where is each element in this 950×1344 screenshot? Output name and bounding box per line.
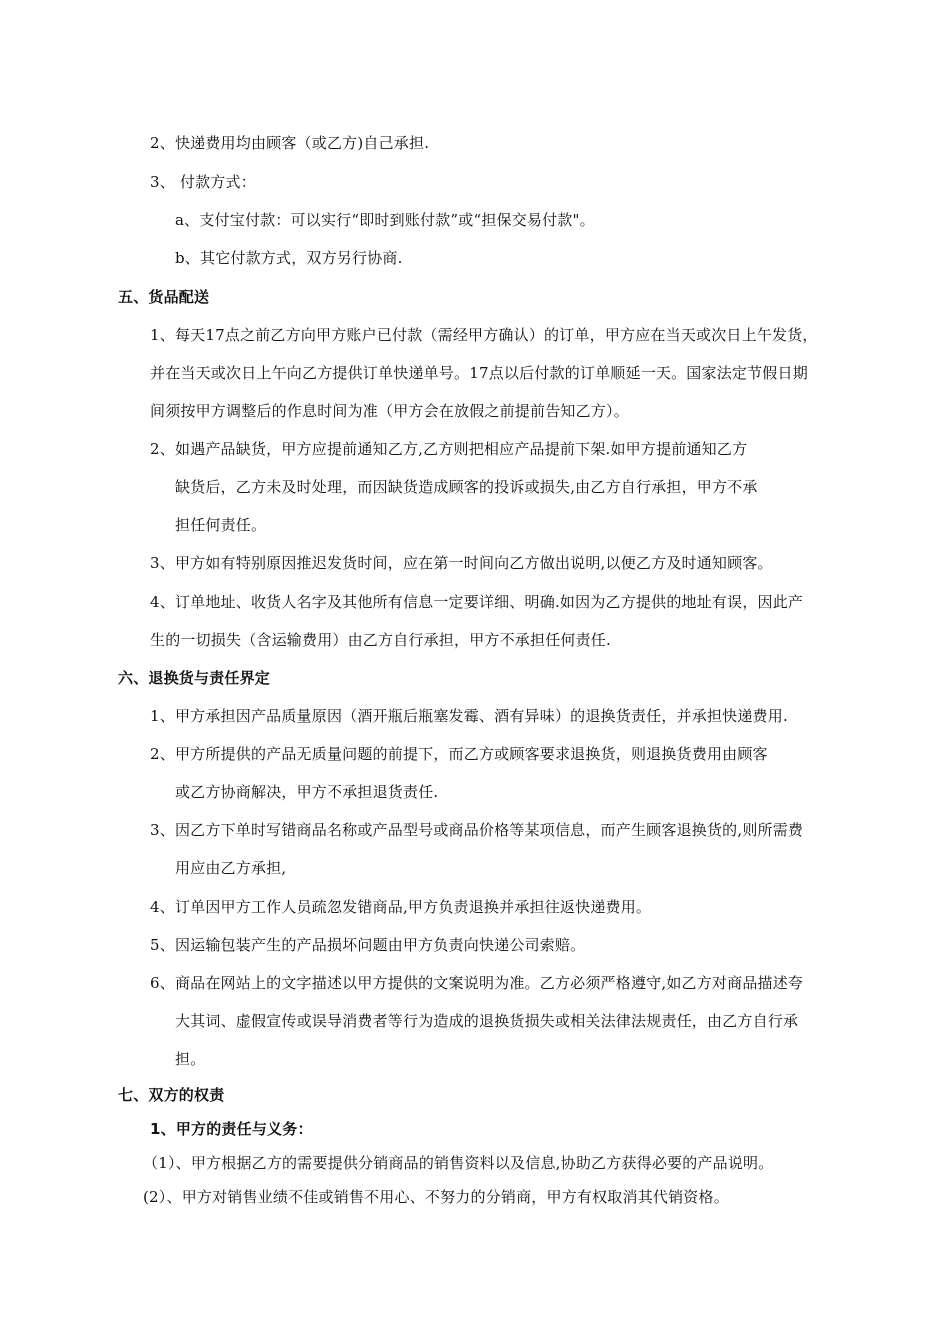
paragraph-line: 1、甲方承担因产品质量原因（酒开瓶后瓶塞发霉、酒有异味）的退换货责任，并承担快递费用. [150,707,788,725]
paragraph-line: 3、 付款方式： [150,173,256,191]
paragraph-line: 或乙方协商解决，甲方不承担退货责任. [175,783,439,801]
section-heading: 六、退换货与责任界定 [118,669,271,687]
paragraph-line: （1）、甲方根据乙方的需要提供分销商品的销售资料以及信息,协助乙方获得必要的产品说明。 [143,1154,774,1172]
paragraph-line: 3、甲方如有特别原因推迟发货时间，应在第一时间向乙方做出说明,以便乙方及时通知顾客。 [150,554,773,572]
paragraph-line: (2）、甲方对销售业绩不佳或销售不用心、不努力的分销商，甲方有权取消其代销资格。 [143,1188,729,1206]
paragraph-line: 1、每天17点之前乙方向甲方账户已付款（需经甲方确认）的订单，甲方应在当天或次日上午发货， [150,326,818,344]
paragraph-line: 用应由乙方承担, [175,859,287,877]
paragraph-line: 大其词、虚假宣传或误导消费者等行为造成的退换货损失或相关法律法规责任，由乙方自行承 [175,1012,799,1030]
section-heading: 七、双方的权责 [118,1086,225,1104]
paragraph-line: 5、因运输包装产生的产品损坏问题由甲方负责向快递公司索赔。 [150,936,586,954]
paragraph-line: 2、甲方所提供的产品无质量问题的前提下，而乙方或顾客要求退换货，则退换货费用由顾客 [150,745,768,763]
paragraph-line: 间须按甲方调整后的作息时间为准（甲方会在放假之前提前告知乙方）。 [150,402,629,420]
paragraph-line: 3、因乙方下单时写错商品名称或产品型号或商品价格等某项信息，而产生顾客退换货的,则所需费 [150,821,804,839]
paragraph-line: 并在当天或次日上午向乙方提供订单快递单号。17点以后付款的订单顺延一天。国家法定节假日期 [150,364,808,382]
paragraph-line: 担任何责任。 [175,516,267,534]
paragraph-line: 2、如遇产品缺货，甲方应提前通知乙方,乙方则把相应产品提前下架.如甲方提前通知乙方 [150,440,748,458]
paragraph-line: b、其它付款方式，双方另行协商. [175,249,403,267]
paragraph-line: 2、快递费用均由顾客（或乙方)自己承担. [150,134,430,152]
subsection-heading: 1、甲方的责任与义务： [150,1120,313,1138]
paragraph-line: 缺货后，乙方未及时处理，而因缺货造成顾客的投诉或损失,由乙方自行承担，甲方不承 [175,478,758,496]
paragraph-line: 4、订单地址、收货人名字及其他所有信息一定要详细、明确.如因为乙方提供的地址有误，因此产 [150,593,804,611]
paragraph-line: 4、订单因甲方工作人员疏忽发错商品,甲方负责退换并承担往返快递费用。 [150,898,652,916]
paragraph-line: 担。 [175,1050,206,1068]
paragraph-line: 6、商品在网站上的文字描述以甲方提供的文案说明为准。乙方必须严格遵守,如乙方对商品描述夸 [150,974,804,992]
paragraph-line: 生的一切损失（含运输费用）由乙方自行承担，甲方不承担任何责任. [150,631,611,649]
section-heading: 五、货品配送 [118,288,210,306]
paragraph-line: a、支付宝付款：可以实行“即时到账付款”或“担保交易付款"。 [175,211,595,229]
